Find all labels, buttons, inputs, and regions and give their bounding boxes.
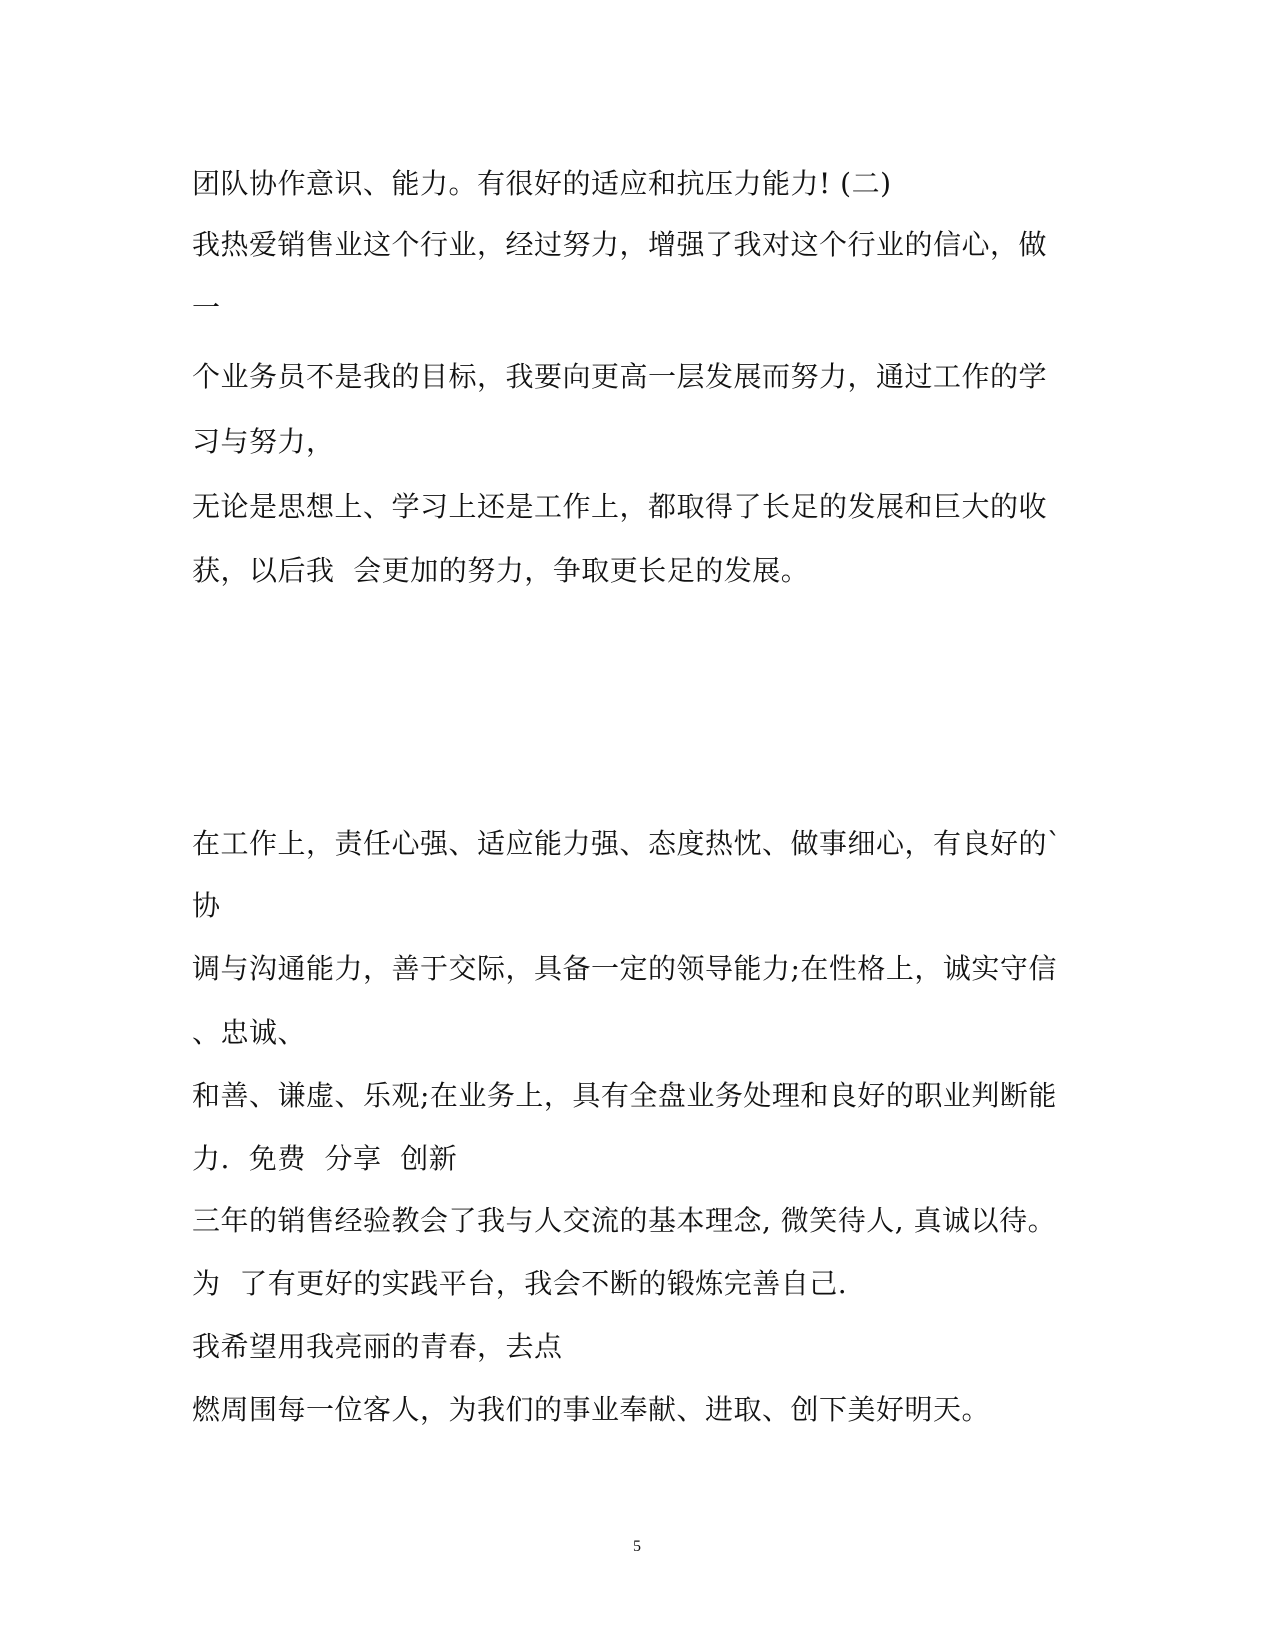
text-line: 获，以后我 会更加的努力，争取更长足的发展。 xyxy=(192,554,810,587)
text-line: 调与沟通能力，善于交际，具备一定的领导能力;在性格上，诚实守信 xyxy=(192,952,1057,985)
text-line: 协 xyxy=(192,889,221,922)
text-line: 个业务员不是我的目标，我要向更高一层发展而努力，通过工作的学 xyxy=(192,360,1048,393)
text-line: 习与努力， xyxy=(192,425,335,458)
text-line: 团队协作意识、能力。有很好的适应和抗压力能力! (二) xyxy=(192,167,892,200)
text-line: 为 了有更好的实践平台，我会不断的锻炼完善自己. xyxy=(192,1267,848,1300)
page-number: 5 xyxy=(633,1538,641,1555)
text-line: 无论是思想上、学习上还是工作上，都取得了长足的发展和巨大的收 xyxy=(192,490,1048,523)
text-line: 一 xyxy=(192,291,221,324)
text-line: 我希望用我亮丽的青春，去点 xyxy=(192,1330,563,1363)
text-line: 在工作上，责任心强、适应能力强、态度热忱、做事细心，有良好的` xyxy=(192,827,1062,860)
text-line: 力. 免费 分享 创新 xyxy=(192,1142,458,1175)
text-line: 和善、谦虚、乐观;在业务上，具有全盘业务处理和良好的职业判断能 xyxy=(192,1079,1057,1112)
text-line: 、忠诚、 xyxy=(192,1016,307,1049)
text-line: 三年的销售经验教会了我与人交流的基本理念, 微笑待人, 真诚以待。 xyxy=(192,1204,1057,1237)
text-line: 我热爱销售业这个行业，经过努力，增强了我对这个行业的信心，做 xyxy=(192,228,1048,261)
text-line: 燃周围每一位客人，为我们的事业奉献、进取、创下美好明天。 xyxy=(192,1393,991,1426)
